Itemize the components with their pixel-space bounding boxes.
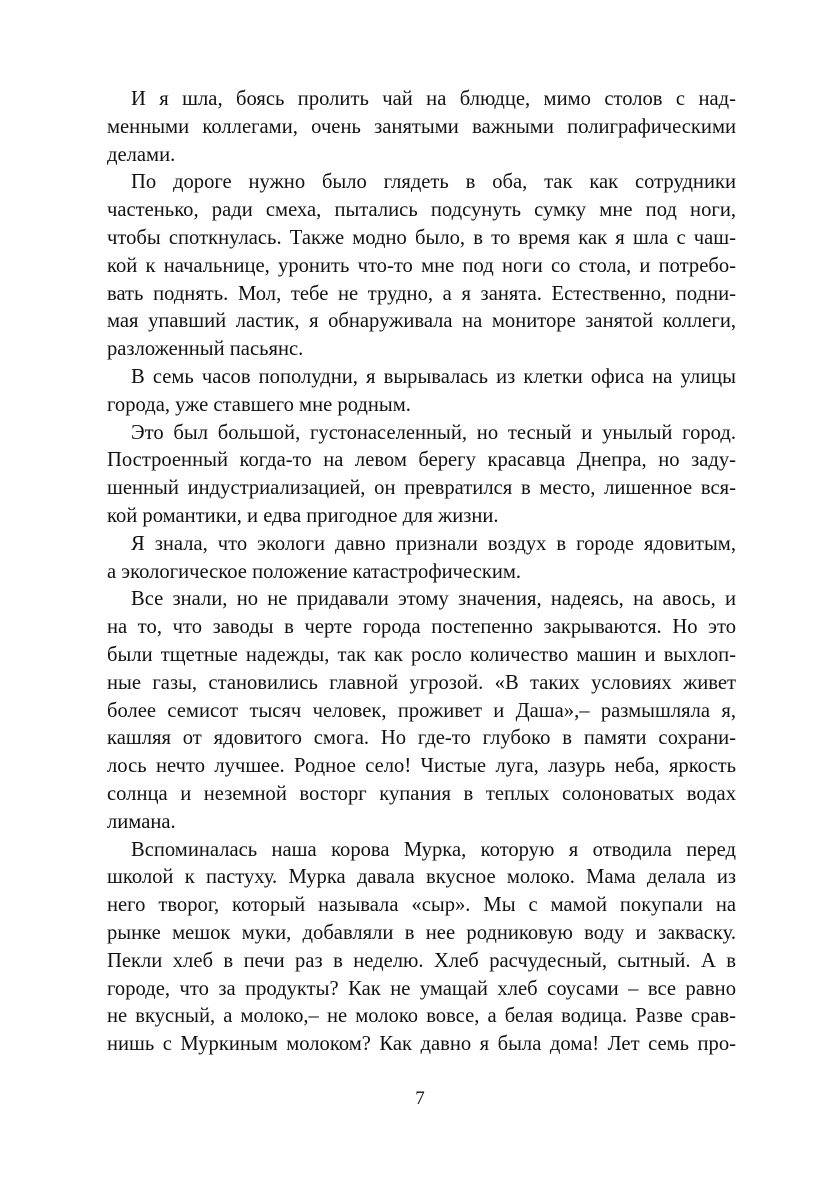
text-line: Вспоминалась наша корова Мурка, которую я отводила перед bbox=[131, 838, 736, 861]
text-line: солнца и неземной восторг купания в теплых солоноватых водах bbox=[107, 782, 736, 805]
text-line: По дороге нужно было глядеть в оба, так как сотрудники bbox=[131, 171, 736, 194]
text-line: более семисот тысяч человек, проживет и Даша»,– размышляла я, bbox=[107, 699, 736, 722]
text-line: кой к начальнице, уронить что-то мне под ноги со стола, и потребо- bbox=[107, 254, 736, 277]
text-line: кашляя от ядовитого смога. Но где-то глубоко в памяти сохрани- bbox=[107, 727, 736, 750]
text-line: на то, что заводы в черте города постепенно закрываются. Но это bbox=[107, 616, 736, 639]
text-line: Это был большой, густонаселенный, но тесный и унылый город. bbox=[131, 421, 736, 444]
paragraph bbox=[107, 420, 736, 531]
text-line: нишь с Муркиным молоком? Как давно я была дома! Лет семь про- bbox=[107, 1033, 736, 1056]
text-line: ные газы, становились главной угрозой. «В таких условиях живет bbox=[107, 671, 736, 694]
text-line: рынке мешок муки, добавляли в нее родниковую воду и закваску. bbox=[107, 921, 736, 944]
page-body bbox=[107, 86, 736, 1059]
text-line: а экологическое положение катастрофическим. bbox=[107, 560, 522, 583]
paragraph bbox=[107, 586, 736, 836]
text-line: кой романтики, и едва пригодное для жизни. bbox=[107, 504, 499, 527]
text-line: Построенный когда-то на левом берегу красавца Днепра, но заду- bbox=[107, 449, 736, 472]
text-line: делами. bbox=[107, 143, 176, 166]
paragraph bbox=[107, 837, 736, 1059]
text-line: вать поднять. Мол, тебе не трудно, а я занята. Естественно, подни- bbox=[107, 282, 736, 305]
text-line: него творог, который называла «сыр». Мы с мамой покупали на bbox=[107, 894, 736, 917]
text-line: мая упавший ластик, я обнаруживала на мониторе занятой коллеги, bbox=[107, 310, 736, 333]
text-line: частенько, ради смеха, пытались подсунуть сумку мне под ноги, bbox=[107, 199, 736, 222]
text-line: лось нечто лучшее. Родное село! Чистые луга, лазурь неба, яркость bbox=[107, 755, 736, 778]
text-line: города, уже ставшего мне родным. bbox=[107, 393, 411, 416]
text-line: менными коллегами, очень занятыми важными полиграфическими bbox=[107, 115, 736, 138]
text-line: не вкусный, а молоко,– не молоко вовсе, а белая водица. Разве срав- bbox=[107, 1005, 736, 1028]
text-line: шенный индустриализацией, он превратился в место, лишенное вся- bbox=[107, 477, 736, 500]
paragraph bbox=[107, 364, 736, 420]
text-line: школой к пастуху. Мурка давала вкусное молоко. Мама делала из bbox=[107, 866, 736, 889]
text-line: чтобы споткнулась. Также модно было, в то время как я шла с чаш- bbox=[107, 226, 736, 249]
text-line: И я шла, боясь пролить чай на блюдце, мимо столов с над- bbox=[131, 88, 736, 110]
text-line: Пекли хлеб в печи раз в неделю. Хлеб расчудесный, сытный. А в bbox=[107, 949, 736, 972]
text-line: городе, что за продукты? Как не умащай хлеб соусами – все равно bbox=[107, 977, 736, 1000]
text-line: В семь часов пополудни, я вырывалась из клетки офиса на улицы bbox=[131, 365, 736, 388]
text-line: разложенный пасьянс. bbox=[107, 338, 304, 361]
paragraph bbox=[107, 531, 736, 587]
text-line: Все знали, но не придавали этому значения, надеясь, на авось, и bbox=[131, 588, 736, 611]
text-line: Я знала, что экологи давно признали воздух в городе ядовитым, bbox=[131, 532, 736, 555]
text-line: были тщетные надежды, так как росло количество машин и выхлоп- bbox=[107, 643, 736, 666]
text-line: лимана. bbox=[107, 810, 176, 833]
paragraph bbox=[107, 86, 736, 169]
page-number: 7 bbox=[415, 1088, 425, 1109]
paragraph bbox=[107, 169, 736, 364]
